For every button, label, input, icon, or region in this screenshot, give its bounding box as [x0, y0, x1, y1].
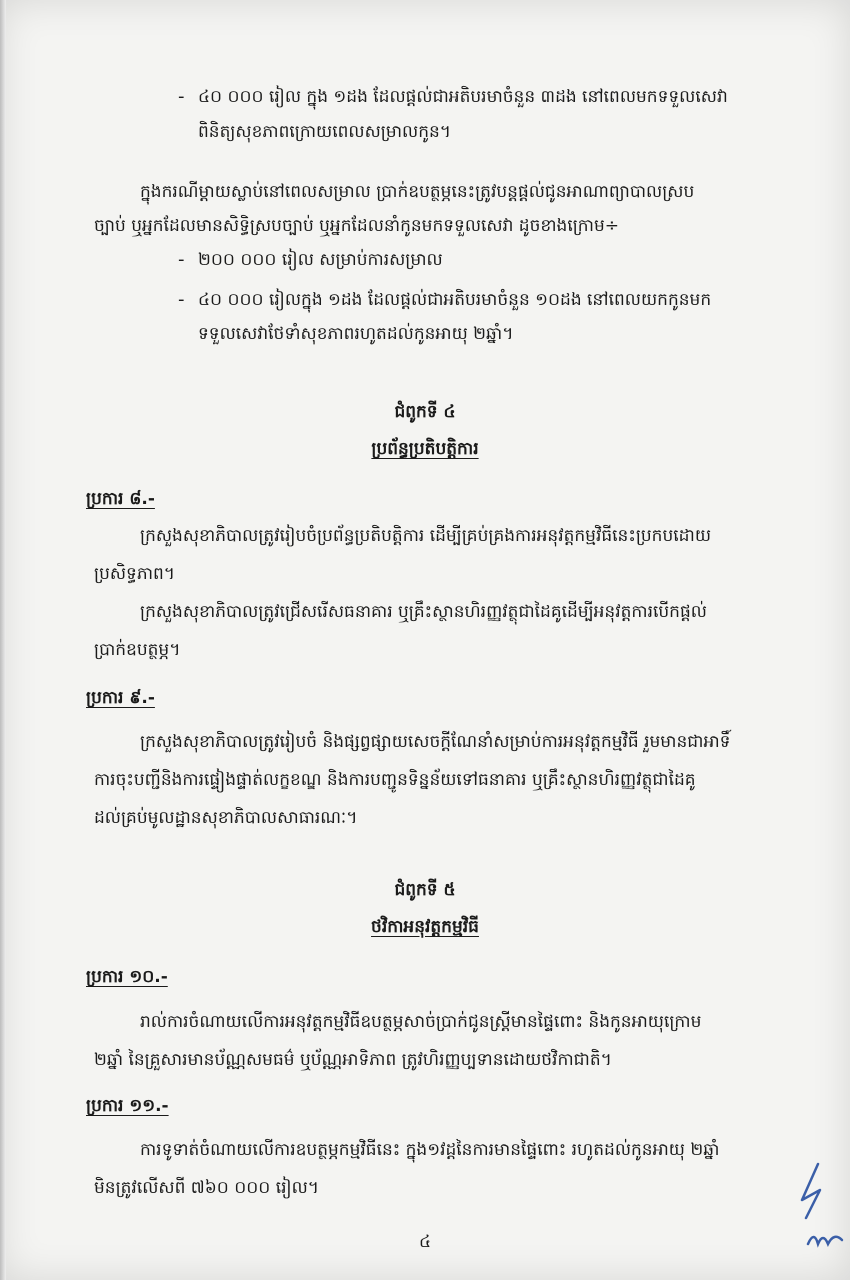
page-number: ៤	[418, 1232, 432, 1252]
paragraph-line: ក្រសួងសុខាភិបាលត្រូវរៀបចំ និងផ្សព្វផ្សាយសេចក្តីណែនាំសម្រាប់ការអនុវត្តកម្មវិធី រួមមានជាអាទិ៍	[140, 732, 731, 752]
bullet-dash: -	[178, 249, 185, 270]
bullet-dash: -	[178, 86, 185, 107]
bullet-dash: -	[178, 289, 185, 310]
paragraph-line: ច្បាប់ ឬអ្នកដែលមានសិទ្ធិស្របច្បាប់ ឬអ្នកដែលនាំកូនមកទទួលសេវា ដូចខាងក្រោម÷	[94, 216, 620, 236]
paragraph-line: ក្នុងករណីម្តាយស្លាប់នៅពេលសម្រាល ប្រាក់ឧបត្ថម្ភនេះត្រូវបន្តផ្តល់ជូនអាណាព្យាបាលស្រប	[140, 182, 695, 202]
article-label: ប្រការ ៨.-	[86, 489, 155, 509]
paragraph-line: ដល់គ្រប់មូលដ្ឋានសុខាភិបាលសាធារណៈ។	[94, 808, 358, 828]
bullet-line: ៤០ ០០០ រៀលក្នុង ១ដង ដែលផ្តល់ជាអតិបរមាចំនួន ១០ដង នៅពេលយកកូនមក	[198, 290, 712, 310]
chapter-title: ប្រព័ន្ធប្រតិបត្តិការ	[371, 439, 479, 459]
article-label: ប្រការ ១០.-	[86, 967, 168, 987]
paragraph-line: ក្រសួងសុខាភិបាលត្រូវរៀបចំប្រព័ន្ធប្រតិបត្តិការ ដើម្បីគ្រប់គ្រងការអនុវត្តកម្មវិធីនេះប្រកបដោយ	[140, 526, 712, 546]
handwritten-initials	[790, 1160, 850, 1260]
paragraph-line: ការទូទាត់ចំណាយលើការឧបត្ថម្ភកម្មវិធីនេះ ក្នុង១វដ្តនៃការមានផ្ទៃពោះ រហូតដល់កូនអាយុ ២ឆ្នាំ	[140, 1140, 720, 1160]
article-label: ប្រការ ១១.-	[86, 1096, 169, 1116]
article-label: ប្រការ ៩.-	[86, 688, 155, 708]
paragraph-line: មិនត្រូវលើសពី ៧៦០ ០០០ រៀល។	[94, 1178, 319, 1198]
paragraph-line: រាល់ការចំណាយលើការអនុវត្តកម្មវិធីឧបត្ថម្ភសាច់ប្រាក់ជូនស្រ្តីមានផ្ទៃពោះ និងកូនអាយុក្រោម	[140, 1012, 702, 1032]
bullet-line: ៤០ ០០០ រៀល ក្នុង ១ដង ដែលផ្តល់ជាអតិបរមាចំនួន ៣ដង នៅពេលមកទទួលសេវា	[198, 87, 728, 107]
chapter-title: ថវិកាអនុវត្តកម្មវិធី	[371, 917, 479, 937]
paragraph-line: ការចុះបញ្ជីនិងការផ្ទៀងផ្ទាត់លក្ខខណ្ឌ និងការបញ្ជូនទិន្នន័យទៅធនាគារ ឬគ្រឹះស្ថានហិរញ្ញវត្ថុជាដៃគូ	[94, 770, 696, 790]
page-edge-shadow	[0, 0, 6, 1280]
paragraph-line: ប្រសិទ្ធភាព។	[94, 564, 176, 584]
paragraph-line: ប្រាក់ឧបត្ថម្ភ។	[94, 640, 181, 660]
chapter-heading: ជំពូកទី ៤	[394, 402, 456, 422]
bullet-line: ពិនិត្យសុខភាពក្រោយពេលសម្រាលកូន។	[198, 122, 452, 142]
paragraph-line: ក្រសួងសុខាភិបាលត្រូវជ្រើសរើសធនាគារ ឬគ្រឹះស្ថានហិរញ្ញវត្ថុជាដៃគូដើម្បីអនុវត្តការបើកផ្តល់	[140, 602, 707, 622]
paragraph-line: ២ឆ្នាំ នៃគ្រួសារមានប័ណ្ណសមធម៌ ឬប័ណ្ណអាទិភាព ត្រូវហិរញ្ញប្បទានដោយថវិកាជាតិ។	[94, 1050, 612, 1070]
bullet-line: ទទួលសេវាថែទាំសុខភាពរហូតដល់កូនអាយុ ២ឆ្នាំ។	[198, 324, 514, 344]
bullet-line: ២០០ ០០០ រៀល សម្រាប់ការសម្រាល	[198, 250, 443, 270]
chapter-heading: ជំពូកទី ៥	[394, 880, 456, 900]
